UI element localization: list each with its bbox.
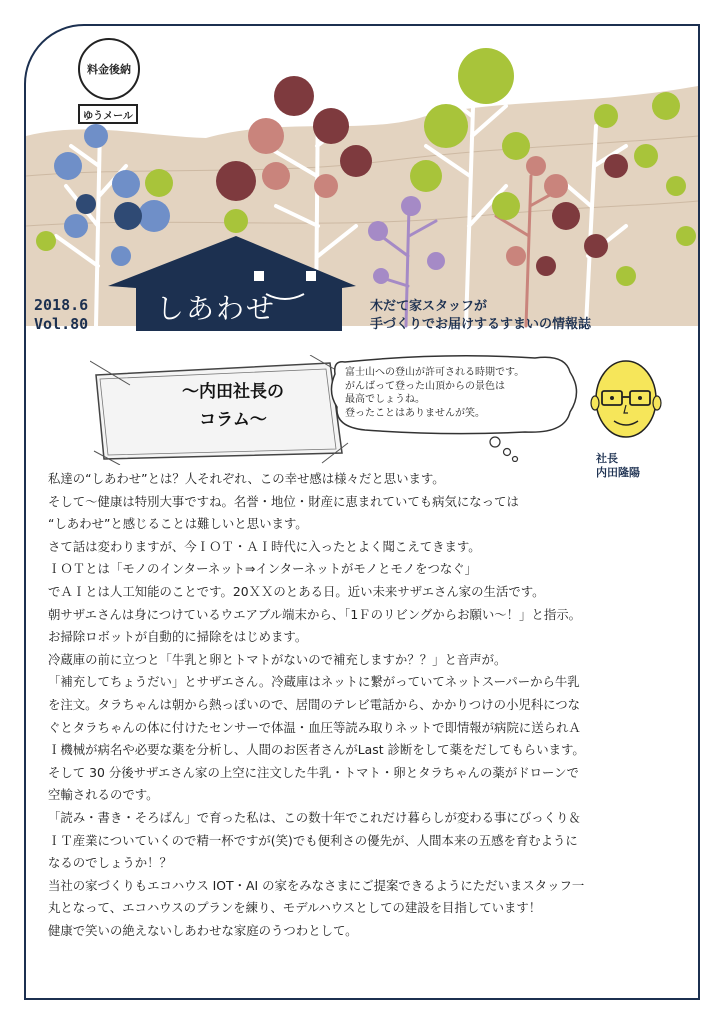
body-line: ぐとタラちゃんの体に付けたセンサーで体温・血圧等読み取りネットで即情報が病院に送られＡ	[48, 719, 581, 735]
body-line: Ｉ機械が病名や必要な薬を分析し、人間のお医者さんがLast 診断をして薬をだしてもらいます。	[48, 742, 585, 758]
body-line: 「補充してちょうだい」とサザエさん。冷蔵庫はネットに繋がっていてネットスーパーから牛乳	[48, 674, 580, 690]
bubble-line: がんばって登った山頂からの景色は	[345, 380, 505, 392]
postage-paid-stamp: 料金後納	[78, 38, 140, 100]
body-line: 朝サザエさんは身につけているウエアブル端末から、「1Ｆのリビングからお願い～！」と指示。	[48, 606, 581, 622]
tagline-line-2: 手づくりでお届けするすまいの情報誌	[370, 317, 592, 332]
bubble-text	[345, 366, 560, 420]
column-title-line-1: ～内田社長の	[182, 382, 284, 402]
tagline	[370, 298, 591, 334]
body-line: さて話は変わりますが、今ＩＯＴ・ＡＩ時代に入ったとよく聞こえてきます。	[48, 538, 481, 554]
body-line: 「読み・書き・そろばん」で育った私は、この数十年でこれだけ暮らしが変わる事にびっくり＆	[48, 809, 581, 825]
yu-mail-label: ゆうメール	[78, 104, 138, 124]
president-role: 社長	[596, 452, 618, 465]
bubble-line: 富士山への登山が許可される時期です。	[345, 367, 525, 378]
bubble-line: 最高でしょうね。	[345, 394, 425, 405]
tagline-line-1: 木だて家スタッフが	[370, 299, 488, 314]
body-line: ＩＯＴとは「モノのインターネット⇒インターネットがモノとモノをつなぐ」	[48, 561, 478, 577]
column-title	[158, 378, 308, 434]
issue-date: 2018.6	[34, 296, 89, 314]
president-avatar	[588, 355, 664, 451]
body-line: ＩＴ産業についていくので精一杯ですが(笑)でも便利さの優先が、人間本来の五感を育むように	[48, 832, 578, 848]
body-line: 冷蔵庫の前に立つと「牛乳と卵とトマトがないので補充しますか？？」と音声が。	[48, 651, 507, 667]
issue-info	[34, 296, 88, 334]
body-line: “しあわせ”と感じることは難しいと思います。	[48, 516, 308, 532]
issue-volume: Vol.80	[34, 315, 89, 333]
president-name: 内田隆陽	[596, 466, 640, 479]
body-line: でＡＩとは人工知能のことです。20ＸＸのとある日。近い未来サザエさん家の生活です。	[48, 583, 545, 599]
body-line: そして 30 分後サザエさん家の上空に注文した牛乳・トマト・卵とタラちゃんの薬がドローンで	[48, 764, 579, 780]
body-line: を注文。タラちゃんは朝から熱っぽいので、居間のテレビ電話から、かかりつけの小児科につな	[48, 696, 581, 712]
column-title-line-2: コラム～	[199, 410, 267, 430]
body-line: 当社の家づくりもエコハウス IOT・AI の家をみなさまにご提案できるようにただいまスタッフ一	[48, 877, 585, 893]
bubble-line: 登ったことはありませんが笑。	[345, 407, 485, 419]
column-body	[48, 468, 688, 942]
body-line: 健康で笑いの絶えないしあわせな家庭のうつわとして。	[48, 922, 358, 938]
body-line: お掃除ロボットが自動的に掃除をはじめます。	[48, 629, 308, 645]
body-line: 空輸されるのです。	[48, 787, 159, 803]
body-line: なるのでしょうか！？	[48, 855, 172, 871]
body-line: 私達の“しあわせ”とは？人それぞれ、この幸せ感は様々だと思います。	[48, 471, 445, 486]
newsletter-title: しあわせ	[156, 292, 277, 325]
body-line: 丸となって、エコハウスのプランを練り、モデルハウスとしての建設を目指しています！	[48, 900, 542, 916]
body-line: そして～健康は特別大事ですね。名誉・地位・財産に恵まれていても病気になっては	[48, 493, 519, 509]
